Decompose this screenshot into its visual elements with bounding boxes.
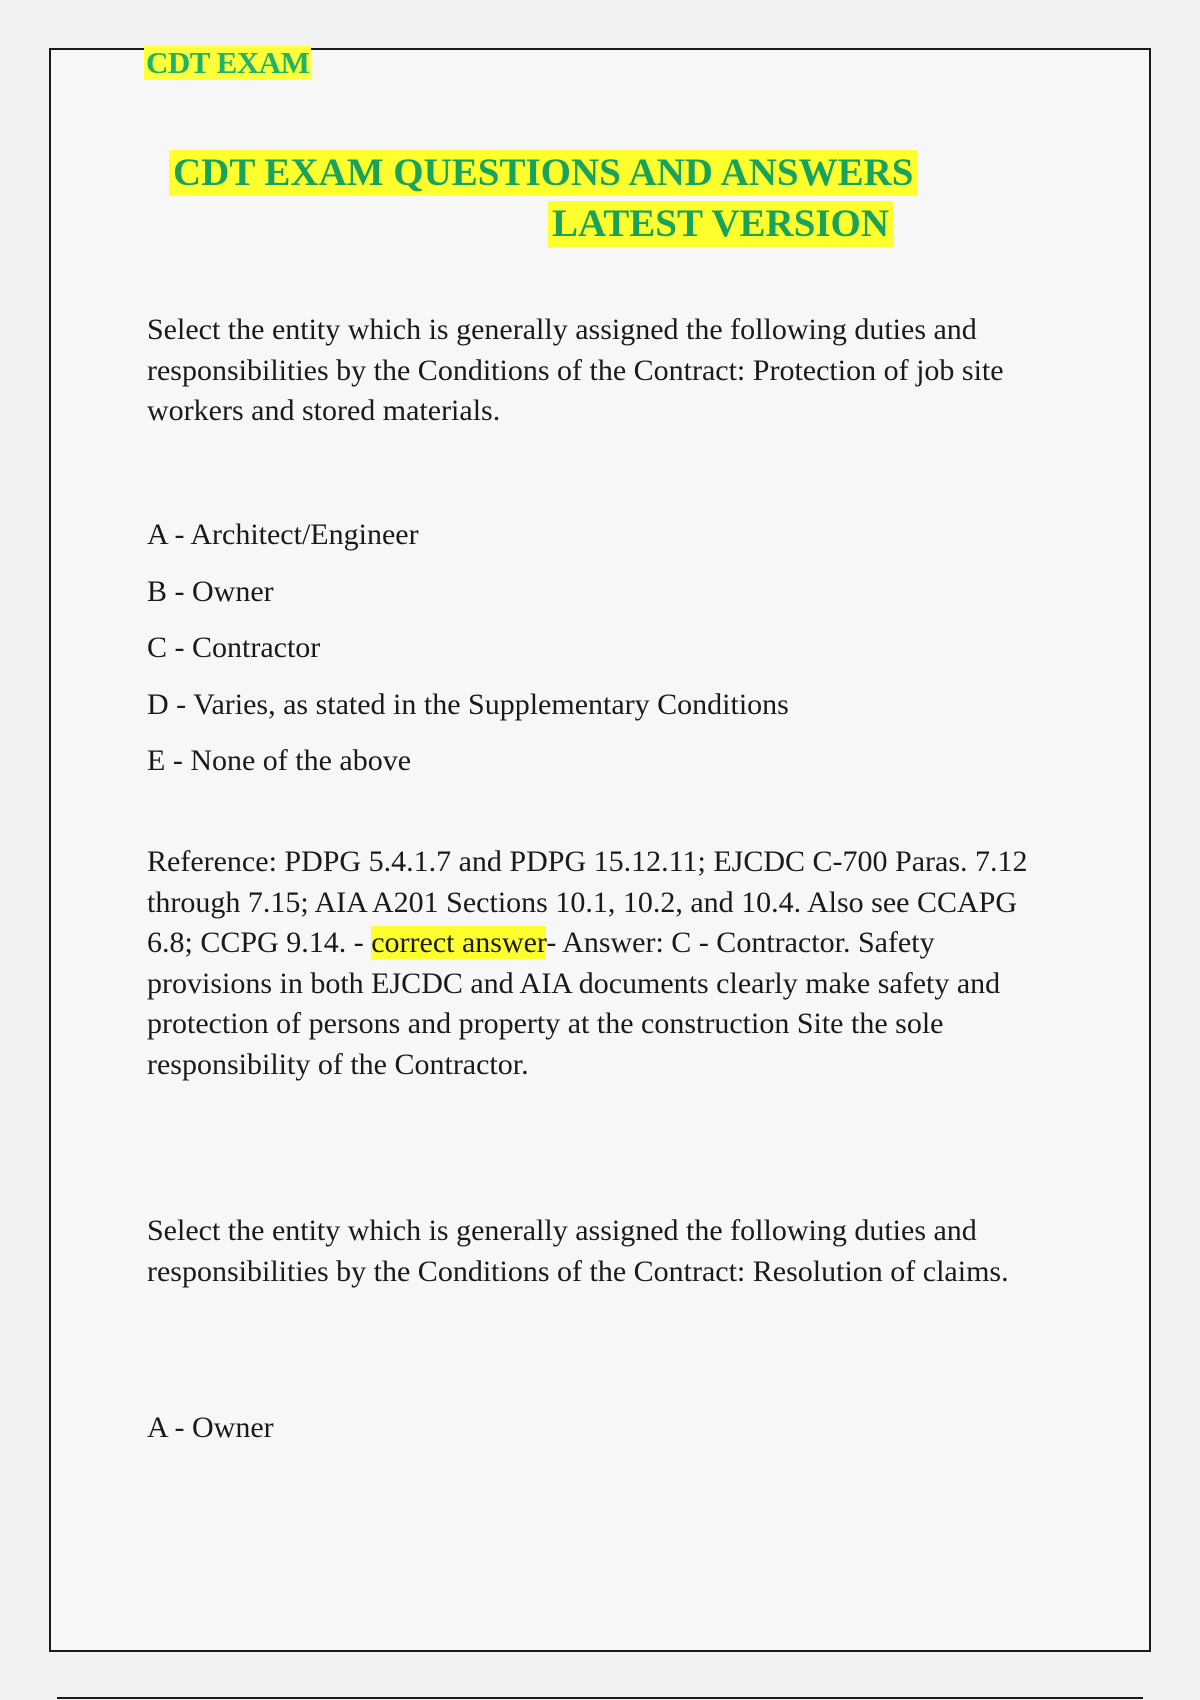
document-title-line-1: CDT EXAM QUESTIONS AND ANSWERS	[169, 150, 917, 196]
question-1-options	[147, 507, 789, 790]
correct-answer-highlight: correct answer	[371, 926, 547, 959]
option-a: A - Architect/Engineer	[147, 518, 419, 551]
running-header: CDT EXAM	[146, 45, 310, 80]
question-1-reference-answer	[147, 842, 1067, 1085]
option-b: B - Owner	[147, 574, 274, 608]
document-title-line-2: LATEST VERSION	[548, 201, 893, 247]
option-a: A - Owner	[147, 1411, 274, 1444]
option-d: D - Varies, as stated in the Supplementary Conditions	[147, 687, 789, 721]
question-1-text: Select the entity which is generally assigned the following duties and responsibilities by the Conditions of the Contract: Protection of job site workers and stored materials.	[147, 313, 1004, 427]
answer-explanation: - Answer: C - Contractor. Safety provisions in both EJCDC and AIA documents clearly make safety and protection of persons and property at the construction Site the sole responsibility of the Contractor.	[147, 926, 1001, 1081]
question-2-text: Select the entity which is generally assigned the following duties and responsibilities by the Conditions of the Contract: Resolution of claims.	[147, 1214, 1009, 1288]
question-2-options	[147, 1400, 274, 1457]
option-e: E - None of the above	[147, 744, 412, 777]
document-page	[49, 45, 1151, 1652]
reference-text: Reference: PDPG 5.4.1.7 and PDPG 15.12.11; EJCDC C-700 Paras. 7.12 through 7.15; AIA A201 Sections 10.1, 10.2, and 10.4. Also see CCAPG 6.8; CCPG 9.14. -	[147, 845, 1028, 959]
option-c: C - Contractor	[147, 631, 321, 664]
bottom-rule	[57, 1697, 1143, 1699]
